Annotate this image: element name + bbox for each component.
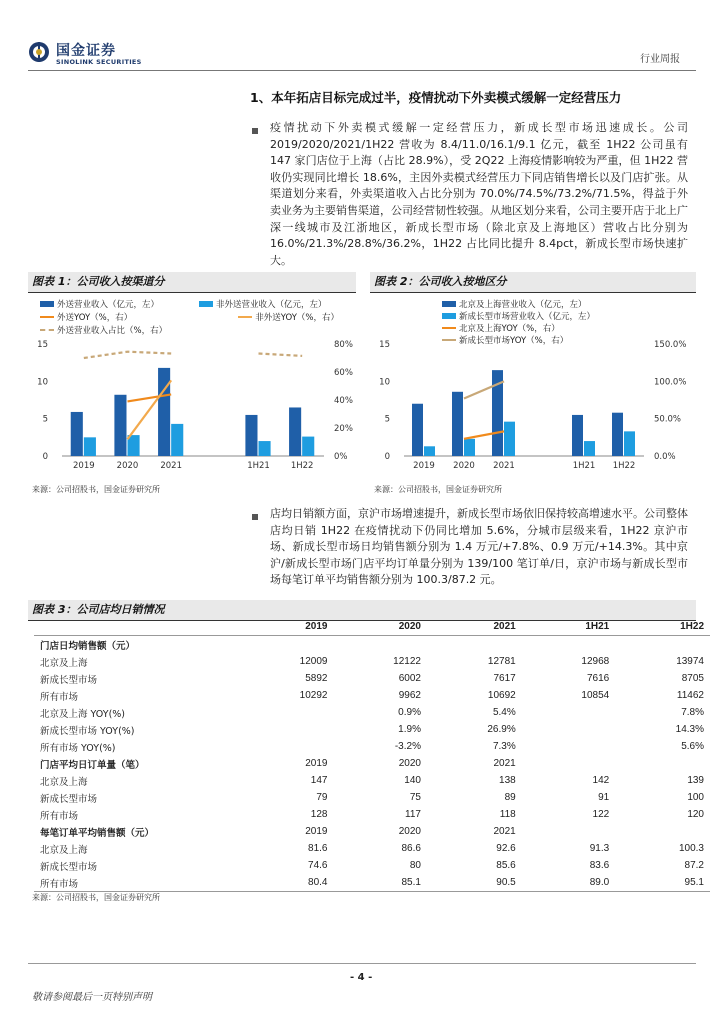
y-right-tick-label: 0.0% [654,452,676,462]
bar [158,368,170,456]
table-cell: 6002 [398,673,421,684]
y-left-tick-label: 0 [384,452,390,462]
table-cell [615,636,710,654]
footer-divider [28,963,696,964]
table-cell [615,823,710,840]
legend-label: 新成长型市场营业收入（亿元，左） [459,312,596,322]
y-right-tick-label: 20% [334,424,353,434]
table-cell [240,721,333,738]
table-cell: 0.9% [398,707,421,718]
row-label: 北京及上海 [40,657,88,669]
table-row [34,772,710,789]
table-cell [333,636,426,654]
paragraph-1: 疫情扰动下外卖模式缓解一定经营压力，新成长型市场迅速成长。公司2019/2020/2021/1H22 营收为 8.4/11.0/16.1/9.1 亿元，截至 1H22 公司虽有 147 家门店位于上海（占比 28.9%），受 2Q22 上海疫情影响较为严重，但 1H22 营收仍实现同比增长 18.6%，主因外卖模式经营压力下同店销售增长以及门店扩张。从渠道划分来看，外卖渠道收入占比分别为 70.0%/74.5%/73.2%/71.5%，得益于外卖业务为主要销售渠道，公司经营韧性较强。从地区划分来看，公司主要开店于北上广深一线城市及江浙地区，新成长型市场（除北京及上海地区）营收占比分别为 16.0%/21.3%/28.8%/36.2%，1H22 占比同比提升 8.4pct，新成长型市场快速扩大。 [270,121,688,267]
y-right-tick-label: 60% [334,368,353,378]
table-cell: 7.3% [492,741,516,752]
table-cell: 5.4% [492,707,516,718]
bar [612,413,623,456]
figure-1-title-bar [28,272,356,293]
row-label: 所有市场 [40,810,79,822]
table-cell: 122 [592,809,610,820]
legend-label: 北京及上海YOY（%，右） [459,324,560,334]
table-cell: 87.2 [684,860,704,871]
table-cell: 142 [592,775,610,786]
table-cell: -3.2% [394,741,421,752]
table-cell: 2020 [398,758,421,769]
table-cell [240,636,333,654]
page-number: - 4 - [350,972,373,983]
disclaimer: 敬请参阅最后一页特别声明 [32,992,152,1003]
row-label: 北京及上海 YOY(%) [40,708,126,720]
legend-swatch [40,301,54,307]
table-cell: 12122 [393,656,421,667]
table-section-row [34,636,710,654]
legend-item [40,324,167,336]
bar [504,422,515,456]
y-left-tick-label: 5 [42,414,48,425]
table-row [34,704,710,721]
bar [114,395,126,456]
table-cell [240,738,333,755]
table-row [34,840,710,857]
legend-label: 外送营业收入占比（%，右） [57,326,168,336]
table-3-source: 来源：公司招股书，国金证券研究所 [32,893,160,902]
table-cell: 2021 [493,758,516,769]
row-label: 所有市场 YOY(%) [40,742,116,754]
y-left-tick-label: 0 [42,452,48,462]
table-cell [427,636,522,654]
table-cell: 85.1 [333,874,426,892]
legend-swatch [40,329,54,331]
table-cell: 86.6 [401,843,421,854]
table-cell: 90.5 [427,874,522,892]
table-cell: 75 [409,792,421,803]
y-left-tick-label: 15 [379,340,390,350]
y-right-tick-label: 40% [334,396,353,406]
table-cell: 80 [409,860,421,871]
figure-1-chart [28,336,368,474]
row-label: 所有市场 [34,874,240,892]
legend-swatch [442,313,456,319]
table-row [34,738,710,755]
legend-swatch [40,316,54,318]
x-tick-label: 2021 [493,461,515,471]
table-cell: 85.6 [496,860,516,871]
table-cell: 139 [687,775,704,786]
legend-item [442,310,692,322]
table-header-cell: 2020 [333,618,426,636]
table-cell: 91.3 [589,843,610,854]
table-cell: 79 [316,792,328,803]
table-3 [34,618,710,892]
bar [452,392,463,456]
x-tick-label: 1H21 [247,461,270,471]
bar [464,439,475,456]
report-type: 行业周报 [640,54,680,65]
table-cell: 9962 [398,690,421,701]
table-cell: 147 [310,775,328,786]
section-title: 1、本年拓店目标完成过半，疫情扰动下外卖模式缓解一定经营压力 [250,90,622,105]
row-label: 新成长型市场 YOY(%) [40,725,135,737]
table-cell: 140 [404,775,421,786]
table-cell: 14.3% [675,724,704,735]
x-tick-label: 2020 [116,461,139,471]
logo-text: 国金证券 [56,43,116,59]
table-cell: 7617 [493,673,516,684]
row-label: 新成长型市场 [40,793,98,805]
series-line [84,352,171,358]
table-cell: 100.3 [678,843,704,854]
table-row [34,857,710,874]
table-header-cell: 2019 [240,618,333,636]
table-cell: 80.4 [240,874,333,892]
y-left-tick-label: 15 [37,340,48,350]
table-row [34,721,710,738]
legend-label: 非外送营业收入（亿元，左） [216,300,327,310]
bar [259,441,271,456]
table-cell [522,738,615,755]
x-tick-label: 1H22 [290,461,314,471]
bar [302,437,314,456]
table-section-row [34,823,710,840]
legend-swatch [199,301,213,307]
table-cell [240,704,333,721]
legend-swatch [442,327,456,329]
figure-2-title-bar [370,272,696,293]
y-right-tick-label: 150.0% [654,340,687,350]
x-tick-label: 2021 [160,461,182,471]
table-cell [522,823,615,840]
table-cell: 1.9% [398,724,421,735]
table-cell: 10854 [581,690,610,701]
table-cell [522,636,615,654]
table-cell: 10692 [487,690,516,701]
table-cell: 138 [499,775,516,786]
y-right-tick-label: 100.0% [654,377,687,388]
table-cell: 2019 [305,758,328,769]
table-cell: 89.0 [522,874,615,892]
table-cell: 12781 [487,656,516,667]
bar [584,441,595,456]
table-row [34,687,710,704]
table-header-cell: 2021 [427,618,522,636]
bar [171,424,183,456]
sinolink-logo-icon [28,41,50,63]
table-cell: 7.8% [681,707,704,718]
header-divider [28,70,696,71]
legend-label: 外送YOY（%，右） [57,313,133,323]
x-tick-label: 2019 [73,461,95,471]
bar [412,404,423,456]
legend-label: 非外送YOY（%，右） [255,313,339,323]
table-cell: 26.9% [487,724,516,735]
table-cell [522,755,615,772]
x-tick-label: 2019 [413,461,435,471]
row-label: 每笔订单平均销售额（元） [40,827,155,839]
bar [289,407,301,456]
table-row [34,806,710,823]
logo-subtext: SINOLINK SECURITIES [56,58,142,66]
table-row [34,874,710,892]
table-cell: 128 [310,809,328,820]
legend-item [238,311,339,323]
table-row [34,670,710,687]
table-cell: 120 [687,809,704,820]
bar [424,446,435,456]
y-right-tick-label: 80% [334,340,353,350]
bar [572,415,583,456]
table-cell: 118 [499,809,516,820]
table-cell: 83.6 [589,860,610,871]
figure-2-chart [370,336,696,474]
table-header-cell: 1H21 [522,618,615,636]
row-label: 北京及上海 [40,844,88,856]
table-header-cell [34,618,240,636]
bullet-icon [252,128,258,134]
figure-2-title: 图表 2：公司收入按地区分 [374,275,507,288]
table-cell [522,704,615,721]
legend-swatch [442,301,456,307]
legend-label: 北京及上海营业收入（亿元，左） [459,300,587,310]
data-table [34,618,710,892]
table-cell: 95.1 [615,874,710,892]
table-cell: 117 [405,809,421,820]
figure-1-source: 来源：公司招股书，国金证券研究所 [32,485,160,494]
y-right-tick-label: 0% [334,452,348,462]
table-cell: 11462 [676,690,704,701]
legend-item [442,298,692,310]
table-header-row [34,618,710,636]
bar [84,437,96,456]
bar [624,431,635,456]
legend-item [40,311,132,323]
table-cell: 13974 [676,656,704,667]
y-left-tick-label: 10 [379,377,390,388]
legend-item [40,298,159,310]
table-cell: 100 [687,792,704,803]
table-cell: 8705 [681,673,704,684]
table-cell: 92.6 [496,843,516,854]
table-cell: 5892 [305,673,328,684]
paragraph-2: 店均日销额方面，京沪市场增速提升，新成长型市场依旧保持较高增速水平。公司整体店均日销 1H22 在疫情扰动下仍同比增加 5.6%，分城市层级来看，1H22 京沪市场、新成长型市场日均销售额分别为 1.4 万元/+7.8%、0.9 万元/+14.3%。其中京沪/新成长型市场门店平均订单量分别为 139/100 笔订单/日，京沪市场与新成长型市场每笔订单平均销售额分别为 100.3/87.2 元。 [270,507,688,587]
row-label: 所有市场 [40,691,79,703]
bar [71,412,83,456]
y-left-tick-label: 5 [384,414,390,425]
table-cell: 7616 [586,673,610,684]
table-section-row [34,755,710,772]
y-left-tick-label: 10 [37,377,48,388]
legend-label: 新成长型市场YOY（%，右） [459,336,569,346]
figure-1-legend [40,298,360,336]
table-cell: 74.6 [308,860,328,871]
figure-2-source: 来源：公司招股书，国金证券研究所 [374,485,502,494]
table-cell: 91 [598,792,610,803]
table-cell: 2020 [398,826,421,837]
x-tick-label: 2020 [453,461,475,471]
table-cell: 10292 [299,690,328,701]
table-cell [615,755,710,772]
row-label: 新成长型市场 [40,674,98,686]
table-cell [522,721,615,738]
bullet-icon [252,514,258,520]
x-tick-label: 1H22 [612,461,636,471]
figure-1-title: 图表 1：公司收入按渠道分 [32,275,165,288]
legend-item [442,322,692,334]
legend-label: 外送营业收入（亿元，左） [57,300,160,310]
table-header-cell: 1H22 [615,618,710,636]
row-label: 北京及上海 [40,776,88,788]
table-cell: 81.6 [308,843,328,854]
table-cell: 5.6% [681,741,704,752]
table-3-title: 图表 3：公司店均日销情况 [32,603,165,616]
row-label: 门店日均销售额（元） [40,640,136,652]
row-label: 门店平均日订单量（笔） [40,759,145,771]
table-cell: 2019 [305,826,328,837]
x-tick-label: 1H21 [572,461,596,471]
table-row [34,789,710,806]
table-cell: 2021 [493,826,516,837]
legend-swatch [238,316,252,318]
table-cell: 12968 [581,656,610,667]
table-row [34,653,710,670]
series-line [259,354,303,356]
y-right-tick-label: 50.0% [654,414,682,425]
row-label: 新成长型市场 [40,861,98,873]
table-cell: 89 [504,792,516,803]
table-cell: 12009 [299,656,328,667]
legend-item [199,298,327,310]
bar [245,415,257,456]
